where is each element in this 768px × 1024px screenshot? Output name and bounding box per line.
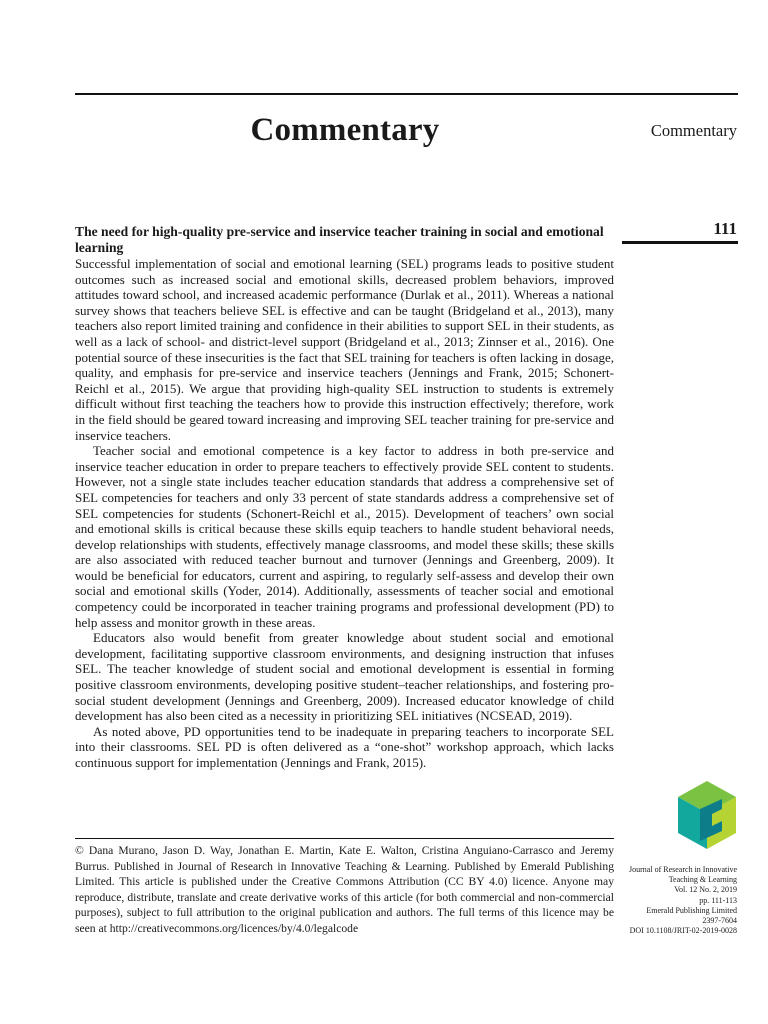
journal-pages: pp. 111-113 <box>699 895 737 905</box>
paragraph-2: Teacher social and emotional competence is a key factor to address in both pre-service and inservice teacher education in order to prepare teachers to effectively provide SEL content to students. However, not a single state includes teacher education standards that address a comprehensive set of SEL competencies for teachers and only 33 percent of state standards address a comprehensive set of SEL competencies for students (Schonert-Reichl et al., 2015). Development of teachers’ own social and emotional skills is critical because these skills equip teachers to handle student behavioral needs, develop relationships with students, effectively manage classrooms, and model these skills; these skills are also associated with reduced teacher burnout and turnover (Jennings and Greenberg, 2009). It would be beneficial for educators, current and aspiring, to regularly self-assess and develop their own social and emotional skills (Yoder, 2014). Additionally, assessments of teacher social and emotional competency could be incorporated in teacher training programs and professional development (PD) to help assess and monitor growth in these areas. <box>75 443 614 630</box>
journal-volume: Vol. 12 No. 2, 2019 <box>674 885 737 895</box>
paragraph-4: As noted above, PD opportunities tend to be inadequate in preparing teachers to incorporate SEL into their classrooms. SEL PD is often delivered as a “one-shot” workshop approach, which lacks continuous support for implementation (Jennings and Frank, 2015). <box>75 723 614 770</box>
paragraph-1: Successful implementation of social and emotional learning (SEL) programs leads to positive student outcomes such as increased social and emotional skills, decreased problem behaviors, improved attitudes toward school, and increased academic performance (Durlak et al., 2011). Whereas a national survey shows that teachers believe SEL is effective and can be taught (Bridgeland et al., 2013), many teachers also report limited training and confidence in their abilities to support SEL in their students, as well as a lack of school- and district-level support (Bridgeland et al., 2013; Zinnser et al., 2016). One potential source of these insecurities is the fact that SEL training for teachers is often lacking in dosage, quality, and emphasis for pre-service and inservice teachers (Jennings and Frank, 2015; Schonert-Reichl et al., 2015). We argue that providing high-quality SEL instruction to students is extremely difficult without first teaching the teachers how to provide this instruction effectively; therefore, work in the field should be geared toward increasing and improving SEL teacher training for pre-service and inservice teachers. <box>75 256 614 443</box>
page-title: Commentary <box>250 112 440 148</box>
journal-name: Journal of Research in Innovative Teaching & Learning <box>629 865 737 885</box>
journal-issn: 2397-7604 <box>702 916 737 926</box>
license-note: © Dana Murano, Jason D. Way, Jonathan E. Martin, Kate E. Walton, Cristina Anguiano-Carrasco and Jeremy Burrus. Published in Journal of Research in Innovative Teaching & Learning. Published by Emerald Publishing Limited. This article is published under the Creative Commons Attribution (CC BY 4.0) licence. Anyone may reproduce, distribute, translate and create derivative works of this article (for both commercial and non-commercial purposes), subject to full attribution to the original publication and authors. The full terms of this licence may be seen at http://creativecommons.org/licences/by/4.0/legalcode <box>75 844 614 935</box>
emerald-logo-icon <box>676 779 738 851</box>
journal-info <box>607 865 737 936</box>
top-rule <box>75 93 738 95</box>
journal-doi: DOI 10.1108/JRIT-02-2019-0028 <box>629 926 737 936</box>
page-number: 111 <box>713 219 737 238</box>
journal-publisher: Emerald Publishing Limited <box>646 905 737 915</box>
paragraph-3: Educators also would benefit from greater knowledge about student social and emotional development, facilitating supportive classroom environments, and designing instruction that infuses SEL. The teacher knowledge of student social and emotional development is essential in forming positive classroom environments, developing positive student–teacher relationships, and fostering pro-social student development (Jennings and Greenberg, 2009). Increased educator knowledge of child development has also been cited as a necessity in prioritizing SEL initiatives (NCSEAD, 2019). <box>75 630 614 724</box>
section-label: Commentary <box>650 121 737 140</box>
article-heading: The need for high-quality pre-service and inservice teacher training in social and emotional learning <box>75 224 604 255</box>
article-body <box>75 224 614 771</box>
license-rule <box>75 838 614 839</box>
page-number-rule <box>622 241 738 244</box>
